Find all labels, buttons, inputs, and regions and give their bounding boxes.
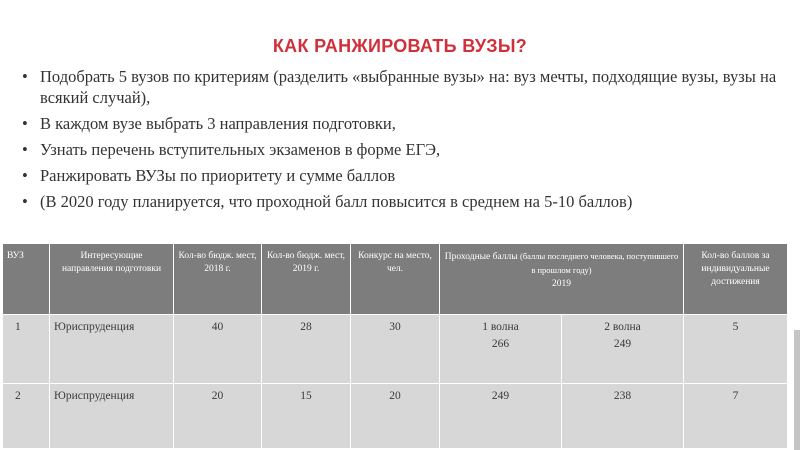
header-passing-year: 2019	[552, 279, 571, 289]
cell-wave-1: 249	[440, 384, 562, 449]
bullet-item: • Узнать перечень вступительных экзаменов в форме ЕГЭ,	[20, 139, 790, 160]
cell-direction: Юриспруденция	[50, 315, 174, 384]
wave-1-value: 266	[491, 338, 510, 350]
cell-wave-1	[440, 315, 562, 384]
cell-places-2018: 40	[174, 315, 262, 384]
bullet-item: • (В 2020 году планируется, что проходной балл повысится в среднем на 5-10 баллов)	[20, 191, 790, 212]
cell-places-2019: 15	[262, 384, 351, 449]
bullet-list	[20, 66, 790, 217]
header-competition: Конкурс на место, чел.	[351, 244, 440, 315]
table-header-row	[3, 244, 788, 315]
cell-wave-2	[562, 315, 684, 384]
bullet-item: • Ранжировать ВУЗы по приоритету и сумме баллов	[20, 165, 790, 186]
decorative-bar	[794, 330, 800, 450]
cell-achievements: 7	[684, 384, 788, 449]
header-places-2018: Кол-во бюдж. мест, 2018 г.	[174, 244, 262, 315]
cell-competition: 20	[351, 384, 440, 449]
slide-title: КАК РАНЖИРОВАТЬ ВУЗЫ?	[272, 36, 528, 56]
header-achievements: Кол-во баллов за индивидуальные достижения	[684, 244, 788, 315]
cell-achievements: 5	[684, 315, 788, 384]
header-passing-scores	[440, 244, 684, 315]
cell-direction: Юриспруденция	[50, 384, 174, 449]
header-directions: Интересующие направления подготовки	[50, 244, 174, 315]
cell-wave-2: 238	[562, 384, 684, 449]
table-row	[3, 315, 788, 384]
table-row	[3, 384, 788, 449]
cell-places-2019: 28	[262, 315, 351, 384]
bullet-item: • В каждом вузе выбрать 3 направления подготовки,	[20, 113, 790, 134]
header-places-2019: Кол-во бюдж. мест, 2019 г.	[262, 244, 351, 315]
bullet-item: • Подобрать 5 вузов по критериям (разделить «выбранные вузы» на: вуз мечты, подходящие вузы, вузы на всякий случай),	[20, 66, 790, 108]
wave-2-value: 249	[613, 338, 632, 350]
cell-num: 1	[3, 315, 50, 384]
cell-places-2018: 20	[174, 384, 262, 449]
cell-competition: 30	[351, 315, 440, 384]
cell-num: 2	[3, 384, 50, 449]
header-vuz: ВУЗ	[3, 244, 50, 315]
universities-table	[2, 243, 788, 449]
header-passing-note: (баллы последнего человека, поступившего в прошлом году)	[520, 251, 679, 275]
wave-2-label: 2 волна	[604, 321, 641, 333]
header-passing-label: Проходные баллы	[444, 252, 518, 262]
wave-1-label: 1 волна	[482, 321, 519, 333]
